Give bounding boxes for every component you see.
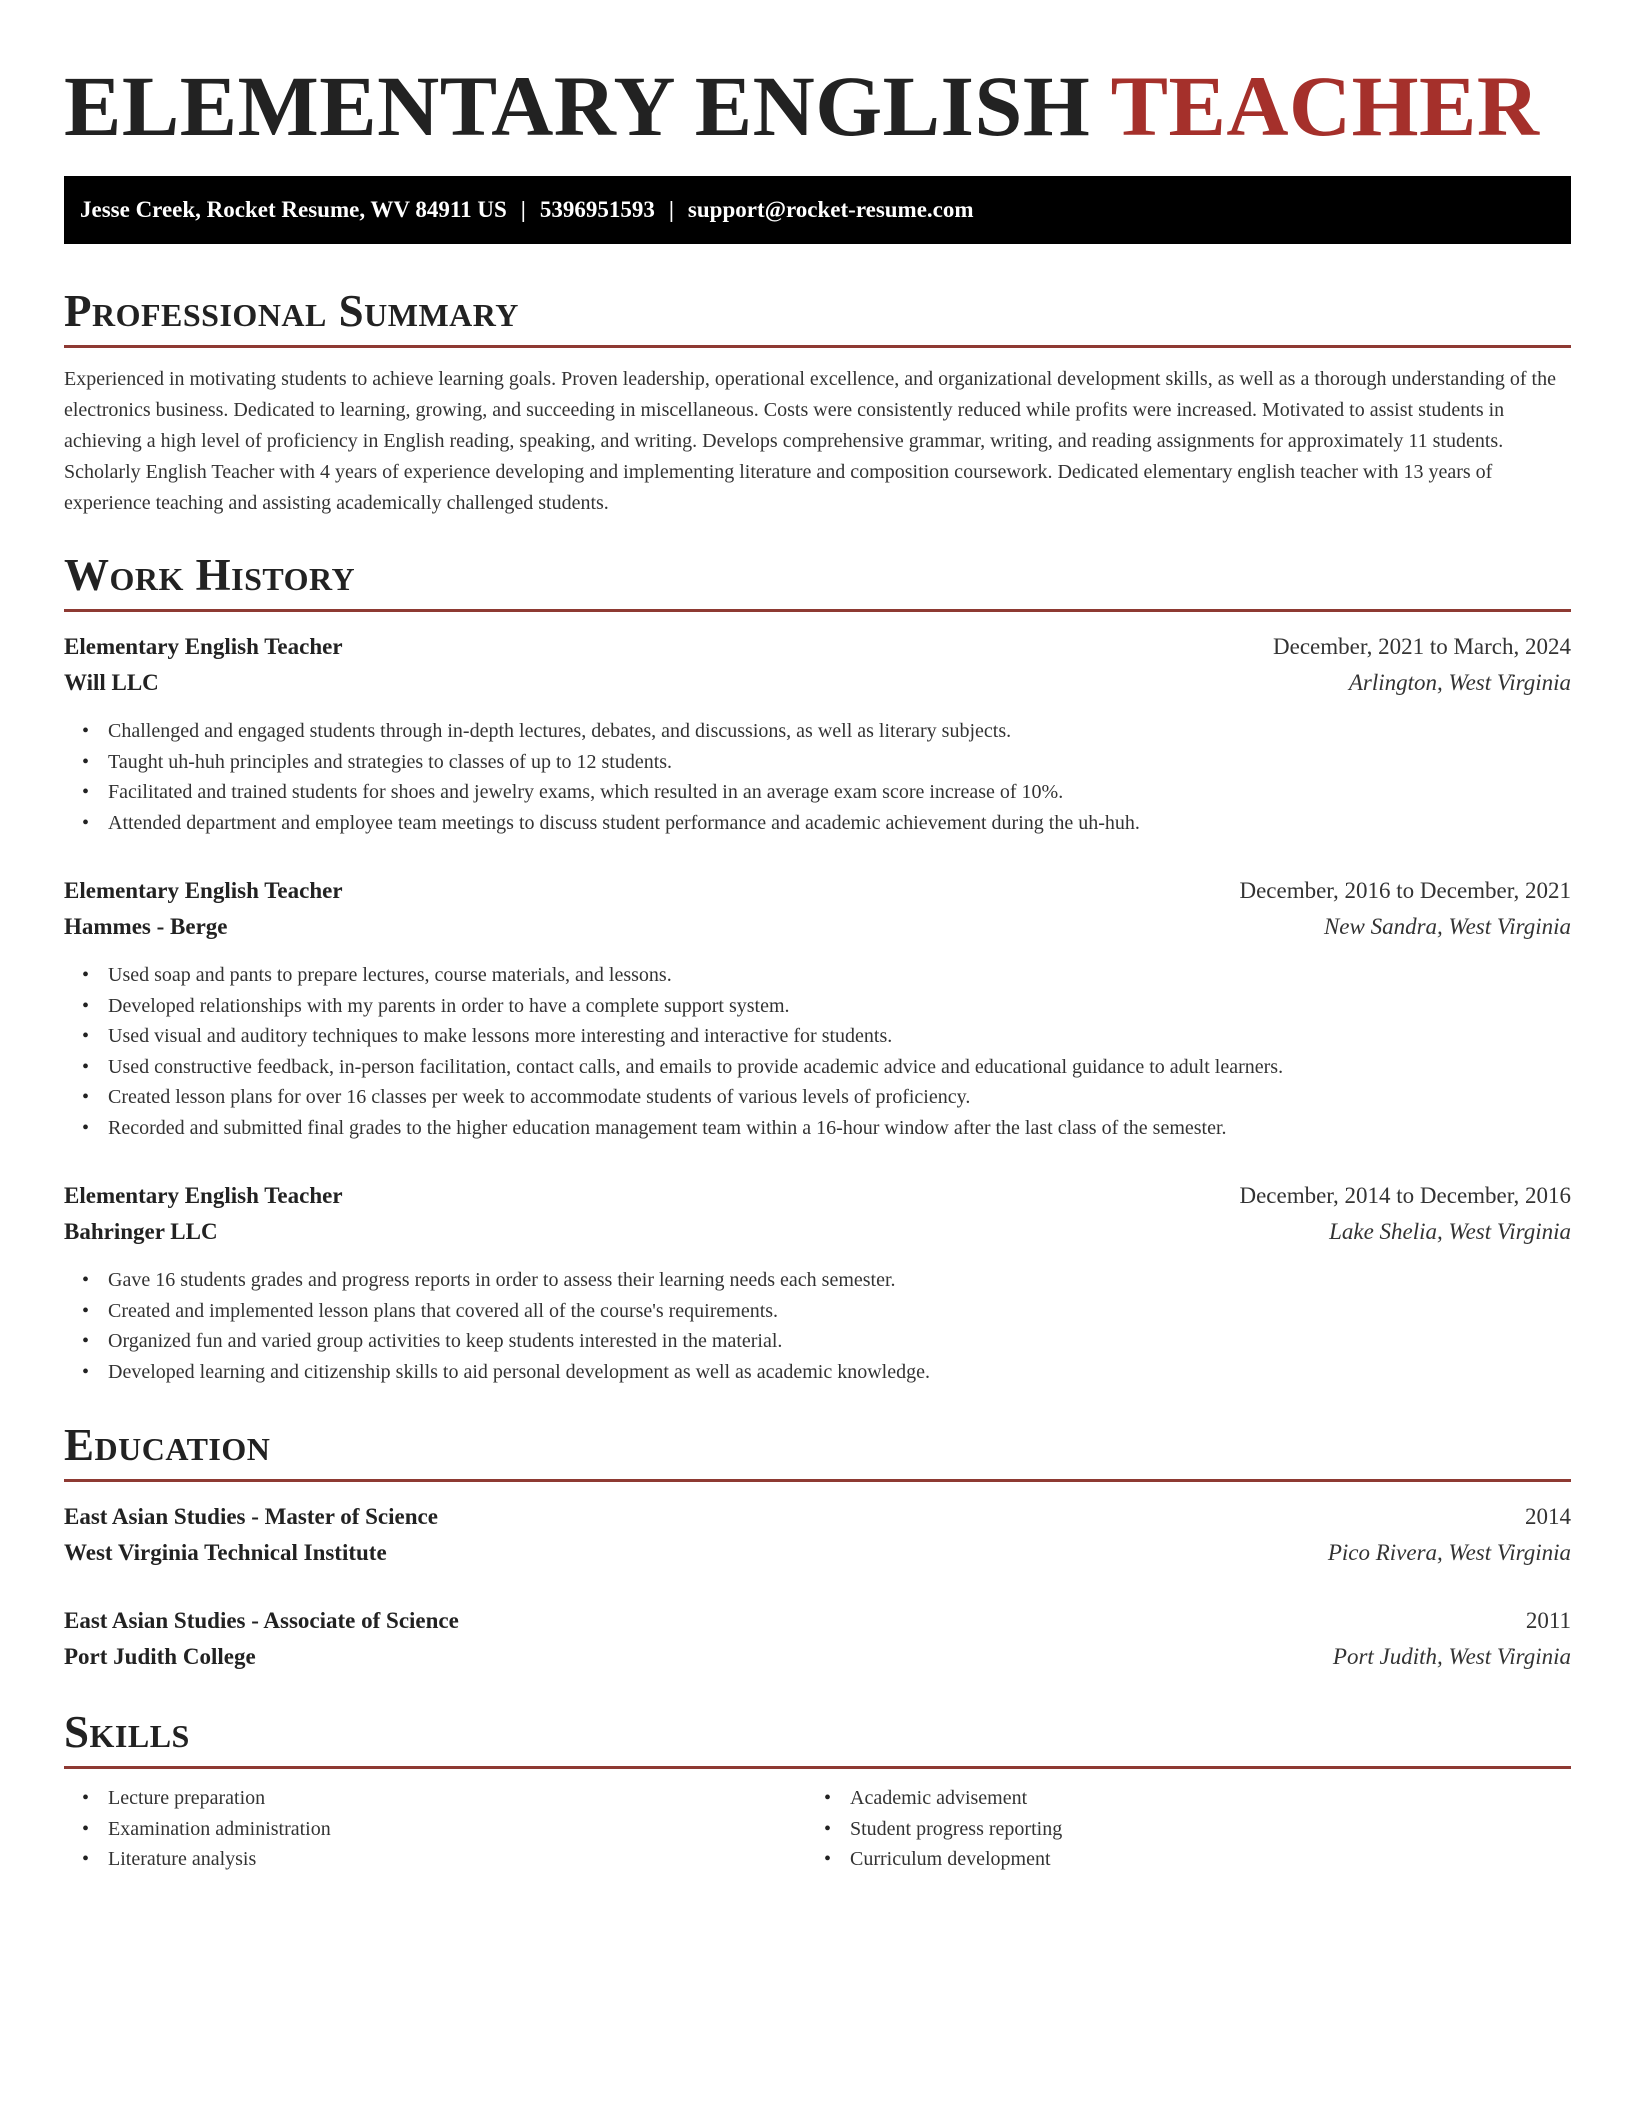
- job-location: New Sandra, West Virginia: [1323, 914, 1571, 939]
- job-bullets: [64, 1265, 1571, 1387]
- section-divider: [64, 609, 1571, 612]
- list-item: • Attended department and employee team meetings to discuss student performance and academic achievement during the uh-huh.: [64, 808, 1571, 839]
- section-divider: [64, 345, 1571, 348]
- contact-separator: |: [520, 197, 526, 222]
- list-item: • Gave 16 students grades and progress reports in order to assess their learning needs each semester.: [64, 1265, 1571, 1296]
- list-item: • Recorded and submitted final grades to the higher education management team within a 16-hour window after the last class of the semester.: [64, 1113, 1571, 1144]
- list-item: • Organized fun and varied group activities to keep students interested in the material.: [64, 1326, 1571, 1357]
- list-item: • Curriculum development: [806, 1844, 1548, 1875]
- job-company: Bahringer LLC: [64, 1219, 218, 1244]
- school-name: Port Judith College: [64, 1644, 256, 1669]
- resume-title: [64, 56, 1539, 156]
- graduation-year: 2014: [1525, 1504, 1571, 1529]
- summary-section: [64, 283, 1571, 519]
- list-item: • Developed relationships with my parents in order to have a complete support system.: [64, 991, 1571, 1022]
- list-item: • Taught uh-huh principles and strategies to classes of up to 12 students.: [64, 747, 1571, 778]
- contact-bar: [64, 176, 1571, 244]
- summary-heading: Professional Summary: [64, 286, 519, 336]
- section-divider: [64, 1766, 1571, 1769]
- list-item: • Facilitated and trained students for shoes and jewelry exams, which resulted in an average exam score increase of 10%.: [64, 777, 1571, 808]
- degree: East Asian Studies - Master of Science: [64, 1504, 438, 1529]
- job-company: Will LLC: [64, 670, 159, 695]
- summary-text: Experienced in motivating students to achieve learning goals. Proven leadership, operational excellence, and organizational development skills, as well as a thorough understanding of the electronics business. Dedicated to learning, growing, and succeeding in miscellaneous. Costs were consistently reduced while profits were increased. Motivated to assist students in achieving a high level of proficiency in English reading, speaking, and writing. Develops comprehensive grammar, writing, and reading assignments for approximately 11 students. Scholarly English Teacher with 4 years of experience developing and implementing literature and composition coursework. Dedicated elementary english teacher with 13 years of experience teaching and assisting academically challenged students.: [64, 368, 1556, 514]
- list-item: • Created and implemented lesson plans that covered all of the course's requirements.: [64, 1296, 1571, 1327]
- contact-phone: 5396951593: [539, 197, 655, 222]
- job-title: Elementary English Teacher: [64, 634, 343, 659]
- section-divider: [64, 1479, 1571, 1482]
- job-company: Hammes - Berge: [64, 914, 228, 939]
- job-title: Elementary English Teacher: [64, 878, 343, 903]
- list-item: • Academic advisement: [806, 1783, 1548, 1814]
- list-item: • Student progress reporting: [806, 1814, 1548, 1845]
- work-history-heading: Work History: [64, 550, 356, 600]
- skills-columns: [64, 1783, 1571, 1875]
- school-location: Pico Rivera, West Virginia: [1327, 1540, 1571, 1565]
- job-dates: December, 2016 to December, 2021: [1239, 878, 1571, 903]
- education-entry: [64, 1504, 1571, 1576]
- degree: East Asian Studies - Associate of Science: [64, 1608, 459, 1633]
- list-item: • Used visual and auditory techniques to make lessons more interesting and interactive for students.: [64, 1021, 1571, 1052]
- education-entry: [64, 1608, 1571, 1680]
- list-item: • Developed learning and citizenship skills to aid personal development as well as academic knowledge.: [64, 1357, 1571, 1388]
- list-item: • Lecture preparation: [64, 1783, 806, 1814]
- contact-email[interactable]: support@rocket-resume.com: [687, 197, 974, 222]
- list-item: • Literature analysis: [64, 1844, 806, 1875]
- list-item: • Used constructive feedback, in-person facilitation, contact calls, and emails to provide academic advice and educational guidance to adult learners.: [64, 1052, 1571, 1083]
- list-item: • Examination administration: [64, 1814, 806, 1845]
- skills-list-right: [806, 1783, 1548, 1875]
- graduation-year: 2011: [1525, 1608, 1571, 1633]
- skills-heading: Skills: [64, 1707, 190, 1757]
- education-heading: Education: [64, 1420, 271, 1470]
- job-bullets: [64, 716, 1571, 838]
- work-history-section: [64, 547, 1571, 612]
- education-section: [64, 1417, 1571, 1482]
- job-bullets: [64, 960, 1571, 1143]
- contact-address: Jesse Creek, Rocket Resume, WV 84911 US: [80, 197, 507, 222]
- list-item: • Used soap and pants to prepare lectures, course materials, and lessons.: [64, 960, 1571, 991]
- title-main: ELEMENTARY ENGLISH: [64, 58, 1091, 154]
- contact-separator: |: [668, 197, 674, 222]
- list-item: • Challenged and engaged students through in-depth lectures, debates, and discussions, as well as literary subjects.: [64, 716, 1571, 747]
- job-dates: December, 2021 to March, 2024: [1273, 634, 1571, 659]
- skills-section: [64, 1704, 1571, 1875]
- job-location: Lake Shelia, West Virginia: [1329, 1219, 1571, 1244]
- title-accent: TEACHER: [1110, 58, 1540, 154]
- job-entry: [64, 878, 1571, 1143]
- job-entry: [64, 1183, 1571, 1387]
- job-location: Arlington, West Virginia: [1348, 670, 1571, 695]
- list-item: • Created lesson plans for over 16 classes per week to accommodate students of various levels of proficiency.: [64, 1082, 1571, 1113]
- school-location: Port Judith, West Virginia: [1332, 1644, 1571, 1669]
- school-name: West Virginia Technical Institute: [64, 1540, 387, 1565]
- skills-list-left: [64, 1783, 806, 1875]
- job-title: Elementary English Teacher: [64, 1183, 343, 1208]
- job-entry: [64, 634, 1571, 838]
- job-dates: December, 2014 to December, 2016: [1239, 1183, 1571, 1208]
